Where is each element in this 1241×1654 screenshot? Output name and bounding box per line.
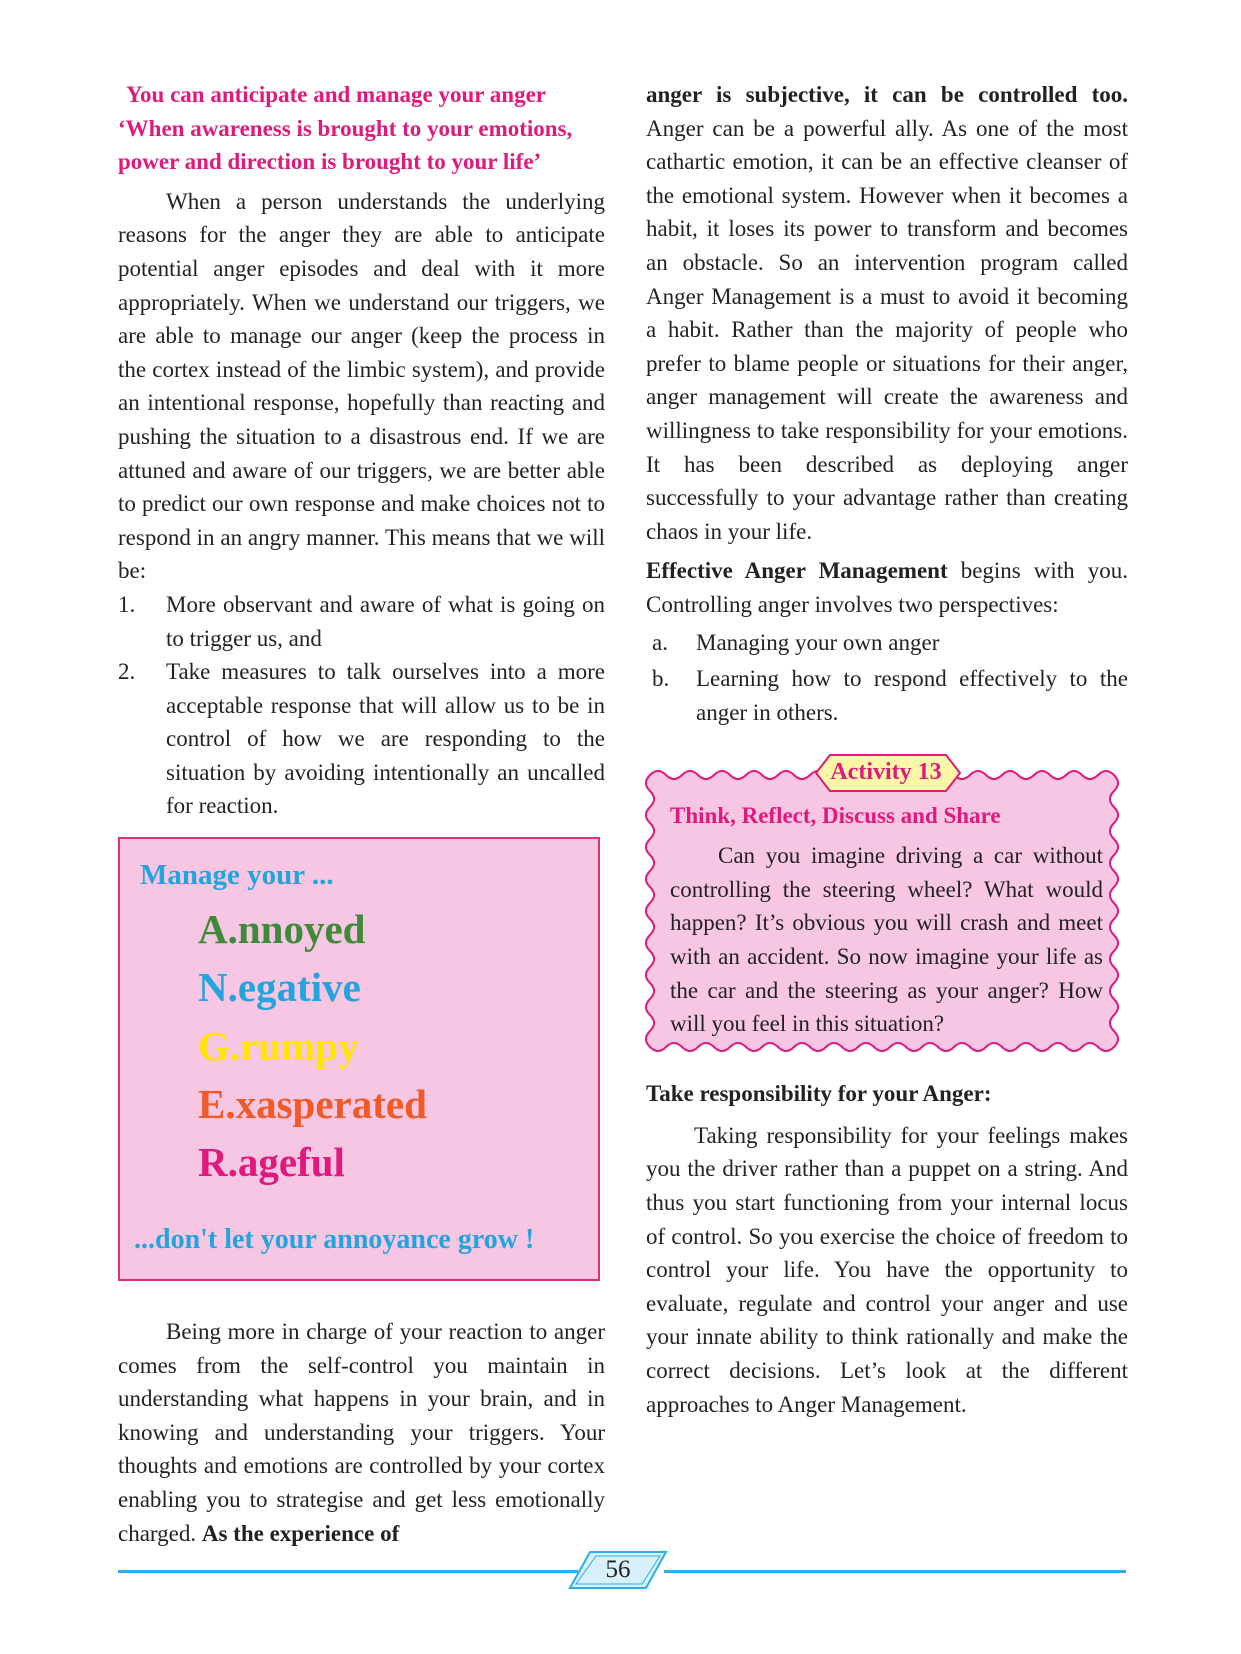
activity-label: Activity 13 bbox=[830, 759, 942, 786]
paragraph-subjective-text: Anger can be a powerful ally. As one of the most cathartic emotion, it can be an effective cleanser of the emotional system. However when it becomes a habit, it loses its power to transform and becomes an obstacle. So an intervention program called Anger Management is a must to avoid it becoming a habit. Rather than the majority of people who prefer to blame people or situations for their anger, anger management will create the awareness and willingness to take responsibility for your emotions. It has been described as deploying anger successfully to your advantage rather than creating chaos in your life. bbox=[646, 115, 1128, 544]
section-heading-line-3: power and direction is brought to your life’ bbox=[118, 149, 542, 175]
section-heading-line-2: ‘When awareness is brought to your emotions, bbox=[118, 115, 573, 141]
list-text: Take measures to talk ourselves into a more acceptable response that will allow us to be in control of how we are responding to the situation by avoiding intentionally an uncalled for reaction. bbox=[166, 659, 605, 819]
right-column bbox=[646, 78, 1128, 1421]
acrostic-word-grumpy bbox=[198, 1022, 359, 1070]
list-item bbox=[652, 662, 1128, 729]
acrostic-word-negative bbox=[198, 963, 361, 1011]
paragraph-self-control-text: Being more in charge of your reaction to anger comes from the self-control you maintain in understanding what happens in your brain, and in knowing and understanding your triggers. Your thoughts and emotions are controlled by your cortex enabling you to strategise and get less emotionally charged. bbox=[118, 1319, 605, 1546]
list-letter: a. bbox=[652, 629, 668, 655]
paragraph-subjective-bold: anger is subjective, it can be controlled too. bbox=[646, 82, 1128, 107]
paragraph-self-control-bold: As the experience of bbox=[201, 1520, 400, 1546]
acrostic-word-text: E.xasperated bbox=[198, 1081, 427, 1128]
list-text: More observant and aware of what is going on to trigger us, and bbox=[166, 591, 605, 651]
manage-your-anger-box bbox=[118, 837, 600, 1281]
activity-heading: Think, Reflect, Discuss and Share bbox=[670, 803, 1001, 829]
paragraph-effective-bold: Effective Anger Management bbox=[646, 558, 948, 584]
box-title: Manage your ... bbox=[140, 859, 334, 892]
footer-rule-left bbox=[118, 1570, 578, 1573]
paragraph-subjective bbox=[646, 78, 1128, 548]
paragraph-responsibility: Taking responsibility for your feelings makes you the driver rather than a puppet on a string. And thus you start functioning from your internal locus of control. So you exercise the choice of freedom to control your life. You have the opportunity to evaluate, regulate and control your anger and use your innate ability to think rationally and make the correct decisions. Let’s look at the different approaches to Anger Management. bbox=[646, 1122, 1128, 1417]
list-item bbox=[118, 655, 605, 823]
list-text: Learning how to respond effectively to the anger in others. bbox=[696, 666, 1128, 725]
acrostic-word-annoyed bbox=[198, 905, 365, 953]
activity-box bbox=[644, 753, 1128, 1071]
acrostic-word-text: R.ageful bbox=[198, 1139, 345, 1186]
list-letter: b. bbox=[652, 666, 670, 692]
numbered-list bbox=[118, 588, 605, 823]
list-item bbox=[118, 588, 605, 655]
footer-rule-right bbox=[664, 1570, 1126, 1573]
acrostic-word-text: N.egative bbox=[198, 964, 361, 1011]
paragraph-effective bbox=[646, 554, 1128, 621]
section-heading-line-1: You can anticipate and manage your anger bbox=[126, 82, 546, 107]
box-footer: ...don't let your annoyance grow ! bbox=[134, 1224, 535, 1256]
left-column bbox=[118, 78, 605, 1550]
activity-text: Can you imagine driving a car without controlling the steering wheel? What would happen? It’s obvious you will crash and meet with an accident. So now imagine your life as the car and the steering as your anger? How will you feel in this situation? bbox=[670, 843, 1103, 1037]
acrostic-word-exasperated bbox=[198, 1080, 427, 1128]
paragraph-triggers: When a person understands the underlying reasons for the anger they are able to anticipate potential anger episodes and deal with it more appropriately. When we understand our triggers, we are able to manage our anger (keep the process in the cortex instead of the limbic system), and provide an intentional response, hopefully than reacting and pushing the situation to a disastrous end. If we are attuned and aware of our triggers, we are better able to predict our own response and make choices not to respond in an angry manner. This means that we will be: bbox=[118, 188, 605, 584]
acrostic-word-text: A.nnoyed bbox=[198, 906, 366, 953]
page-number: 56 bbox=[605, 1556, 631, 1583]
paragraph-self-control bbox=[118, 1315, 605, 1550]
list-text: Managing your own anger bbox=[696, 629, 940, 655]
list-number: 1. bbox=[118, 591, 136, 617]
paragraph-effective-text: begins with you. Controlling anger involves two perspectives: bbox=[646, 558, 1128, 617]
acrostic-word-text: G.rumpy bbox=[198, 1023, 359, 1070]
lettered-list bbox=[646, 626, 1128, 730]
list-number: 2. bbox=[118, 659, 136, 685]
responsibility-heading: Take responsibility for your Anger: bbox=[646, 1081, 992, 1107]
list-item bbox=[652, 626, 1128, 660]
acrostic-word-rageful bbox=[198, 1138, 345, 1186]
